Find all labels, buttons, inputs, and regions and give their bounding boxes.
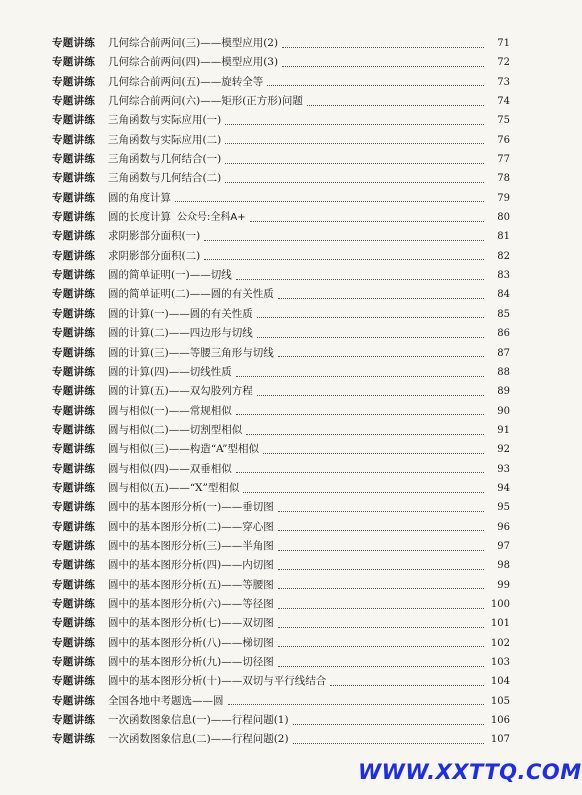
series-label: 专题讲练 [52, 346, 96, 359]
series-label: 专题讲练 [52, 597, 96, 610]
series-label: 专题讲练 [52, 423, 96, 436]
dot-leader [175, 200, 484, 202]
series-label: 专题讲练 [52, 56, 96, 69]
toc-entry [52, 150, 510, 169]
dot-leader [293, 742, 484, 744]
series-label: 专题讲练 [52, 230, 96, 243]
series-label: 专题讲练 [52, 211, 96, 224]
toc-entry [52, 382, 510, 401]
toc-entry [52, 324, 510, 343]
page-number: 81 [497, 231, 510, 243]
entry-title: 圆的长度计算 [108, 211, 171, 224]
dot-leader [257, 336, 484, 338]
dot-leader [278, 607, 484, 609]
entry-title: 圆与相似(五)——“X”型相似 [108, 481, 240, 494]
page-number: 77 [497, 154, 510, 166]
entry-title: 几何综合前两问(五)——旋转全等 [108, 75, 264, 88]
series-label: 专题讲练 [52, 481, 96, 494]
entry-title: 圆中的基本图形分析(十)——双切与平行线结合 [108, 675, 327, 688]
dot-leader [250, 220, 484, 222]
page-number: 83 [497, 270, 510, 282]
entry-title: 圆与相似(四)——双垂相似 [108, 462, 232, 475]
series-label: 专题讲练 [52, 133, 96, 146]
page-number: 92 [497, 444, 510, 456]
entry-title: 圆的简单证明(一)——切线 [108, 269, 232, 282]
toc-entry [52, 92, 510, 111]
page-number: 98 [497, 560, 510, 572]
dot-leader [236, 413, 484, 415]
toc-entry [52, 73, 510, 92]
series-label: 专题讲练 [52, 617, 96, 630]
entry-title: 圆的计算(一)——圆的有关性质 [108, 307, 253, 320]
entry-title: 圆的计算(五)——双勾股列方程 [108, 385, 253, 398]
series-label: 专题讲练 [52, 37, 96, 49]
toc-entry [52, 614, 510, 633]
dot-leader [330, 684, 484, 686]
series-label: 专题讲练 [52, 172, 96, 185]
series-label: 专题讲练 [52, 714, 96, 727]
entry-title: 圆中的基本图形分析(四)——内切图 [108, 559, 274, 572]
toc-entry [52, 53, 510, 72]
page-number: 79 [497, 192, 510, 204]
series-label: 专题讲练 [52, 385, 96, 398]
series-label: 专题讲练 [52, 694, 96, 707]
series-label: 专题讲练 [52, 501, 96, 514]
toc-entry [52, 730, 510, 749]
series-label: 专题讲练 [52, 307, 96, 320]
toc-entry [52, 421, 510, 440]
series-label: 专题讲练 [52, 656, 96, 668]
entry-title: 三角函数与实际应用(一) [108, 114, 222, 127]
series-label: 专题讲练 [52, 636, 96, 649]
toc-entry [52, 247, 510, 266]
entry-title: 全国各地中考题选——圆 [108, 694, 224, 707]
entry-title: 圆的计算(二)——四边形与切线 [108, 327, 253, 340]
dot-leader [282, 46, 484, 48]
dot-leader [278, 510, 484, 512]
page-number: 84 [497, 289, 510, 301]
series-label: 专题讲练 [52, 675, 96, 688]
entry-title: 圆中的基本图形分析(二)——穿心图 [108, 520, 274, 533]
table-of-contents [52, 34, 510, 750]
dot-leader [278, 549, 484, 551]
toc-entry [52, 363, 510, 382]
page-number: 91 [497, 424, 510, 436]
series-label: 专题讲练 [52, 520, 96, 533]
page-number: 76 [497, 134, 510, 146]
entry-title: 圆的计算(四)——切线性质 [108, 365, 232, 378]
page-number: 80 [497, 212, 510, 224]
page-number: 97 [497, 540, 510, 552]
dot-leader [225, 142, 484, 144]
toc-entry [52, 440, 510, 459]
toc-entry [52, 556, 510, 575]
dot-leader [236, 375, 484, 377]
dot-leader [278, 626, 484, 628]
dot-leader [278, 645, 484, 647]
toc-entry [52, 711, 510, 730]
entry-title: 圆与相似(二)——切割型相似 [108, 423, 243, 436]
toc-entry [52, 653, 510, 672]
entry-title: 几何综合前两问(四)——模型应用(3) [108, 56, 279, 69]
page-number: 86 [497, 328, 510, 340]
page-number: 90 [497, 405, 510, 417]
series-label: 专题讲练 [52, 191, 96, 204]
entry-title: 三角函数与实际应用(二) [108, 133, 222, 146]
toc-entry [52, 111, 510, 130]
toc-entry [52, 460, 510, 479]
toc-entry [52, 189, 510, 208]
page-number: 73 [497, 76, 510, 88]
entry-title: 圆与相似(一)——常规相似 [108, 404, 232, 417]
dot-leader [293, 723, 484, 725]
toc-entry [52, 518, 510, 537]
entry-title: 圆中的基本图形分析(三)——半角图 [108, 539, 274, 552]
page-number: 89 [497, 386, 510, 398]
page-number: 94 [497, 482, 510, 494]
page-number: 107 [490, 734, 510, 746]
toc-entry [52, 634, 510, 653]
series-label: 专题讲练 [52, 269, 96, 282]
dot-leader [225, 162, 484, 164]
dot-leader [236, 471, 484, 473]
series-label: 专题讲练 [52, 327, 96, 340]
dot-leader [267, 84, 484, 86]
entry-title: 圆中的基本图形分析(一)——垂切图 [108, 501, 274, 514]
page-number: 72 [497, 57, 510, 69]
dot-leader [278, 355, 484, 357]
toc-entry [52, 305, 510, 324]
toc-entry [52, 344, 510, 363]
toc-entry [52, 34, 510, 53]
entry-title: 圆的计算(三)——等腰三角形与切线 [108, 346, 274, 359]
dot-leader [278, 297, 484, 299]
toc-entry [52, 402, 510, 421]
toc-entry [52, 498, 510, 517]
series-label: 专题讲练 [52, 114, 96, 127]
dot-leader [278, 587, 484, 589]
page-number: 99 [497, 579, 510, 591]
toc-entry [52, 479, 510, 498]
entry-title: 圆与相似(三)——构造“A”型相似 [108, 443, 259, 456]
toc-entry [52, 576, 510, 595]
dot-leader [243, 491, 484, 493]
toc-entry [52, 595, 510, 614]
page-number: 82 [497, 250, 510, 262]
dot-leader [278, 568, 484, 570]
toc-entry [52, 208, 510, 227]
dot-leader [307, 104, 484, 106]
entry-title: 三角函数与几何结合(二) [108, 172, 222, 185]
toc-entry [52, 537, 510, 556]
page-number: 104 [490, 676, 510, 688]
page-number: 87 [497, 347, 510, 359]
entry-title: 圆中的基本图形分析(八)——梯切图 [108, 636, 274, 649]
series-label: 专题讲练 [52, 95, 96, 108]
entry-title: 圆中的基本图形分析(七)——双切图 [108, 617, 274, 630]
toc-entry [52, 285, 510, 304]
series-label: 专题讲练 [52, 733, 96, 746]
entry-title: 几何综合前两问(三)——模型应用(2) [108, 37, 279, 49]
dot-leader [204, 258, 484, 260]
page-number: 101 [490, 618, 510, 630]
series-label: 专题讲练 [52, 443, 96, 456]
toc-entry [52, 266, 510, 285]
entry-title: 圆中的基本图形分析(九)——切径图 [108, 656, 274, 668]
page-number: 74 [497, 96, 510, 108]
series-label: 专题讲练 [52, 539, 96, 552]
series-label: 专题讲练 [52, 462, 96, 475]
toc-entry [52, 692, 510, 711]
page-number: 95 [497, 502, 510, 514]
dot-leader [236, 278, 484, 280]
page-number: 85 [497, 308, 510, 320]
toc-entry [52, 227, 510, 246]
dot-leader [246, 433, 484, 435]
page-number: 75 [497, 115, 510, 127]
page-number: 106 [490, 715, 510, 727]
toc-entry [52, 169, 510, 188]
series-label: 专题讲练 [52, 75, 96, 88]
series-label: 专题讲练 [52, 365, 96, 378]
series-label: 专题讲练 [52, 578, 96, 591]
entry-title: 几何综合前两问(六)——矩形(正方形)问题 [108, 95, 303, 108]
dot-leader [278, 529, 484, 531]
toc-entry [52, 131, 510, 150]
entry-title: 圆中的基本图形分析(五)——等腰图 [108, 578, 274, 591]
dot-leader [263, 452, 484, 454]
series-label: 专题讲练 [52, 153, 96, 166]
series-label: 专题讲练 [52, 249, 96, 262]
page-number: 93 [497, 463, 510, 475]
entry-title: 三角函数与几何结合(一) [108, 153, 222, 166]
page-number: 103 [490, 657, 510, 668]
dot-leader [225, 181, 484, 183]
entry-title: 圆中的基本图形分析(六)——等径图 [108, 597, 274, 610]
toc-entry [52, 672, 510, 691]
series-label: 专题讲练 [52, 559, 96, 572]
watermark: WWW.XXTTQ.COM [358, 760, 582, 784]
entry-title: 圆的角度计算 [108, 191, 171, 204]
entry-title: 求阴影部分面积(一) [108, 230, 201, 243]
dot-leader [228, 703, 485, 705]
series-label: 专题讲练 [52, 288, 96, 301]
entry-title: 一次函数图象信息(一)——行程问题(1) [108, 714, 289, 727]
dot-leader [257, 394, 484, 396]
page-number: 96 [497, 521, 510, 533]
page-number: 105 [490, 695, 510, 707]
page-number: 71 [497, 38, 510, 49]
dot-leader [278, 665, 484, 667]
entry-note: 公众号:全科A+ [177, 212, 246, 224]
dot-leader [225, 123, 484, 125]
dot-leader [204, 239, 484, 241]
dot-leader [282, 65, 484, 67]
page-number: 88 [497, 366, 510, 378]
page-number: 78 [497, 173, 510, 185]
entry-title: 圆的简单证明(二)——圆的有关性质 [108, 288, 274, 301]
dot-leader [257, 316, 484, 318]
entry-title: 求阴影部分面积(二) [108, 249, 201, 262]
page-number: 100 [490, 598, 510, 610]
page-number: 102 [490, 637, 510, 649]
series-label: 专题讲练 [52, 404, 96, 417]
entry-title: 一次函数图象信息(二)——行程问题(2) [108, 733, 289, 746]
